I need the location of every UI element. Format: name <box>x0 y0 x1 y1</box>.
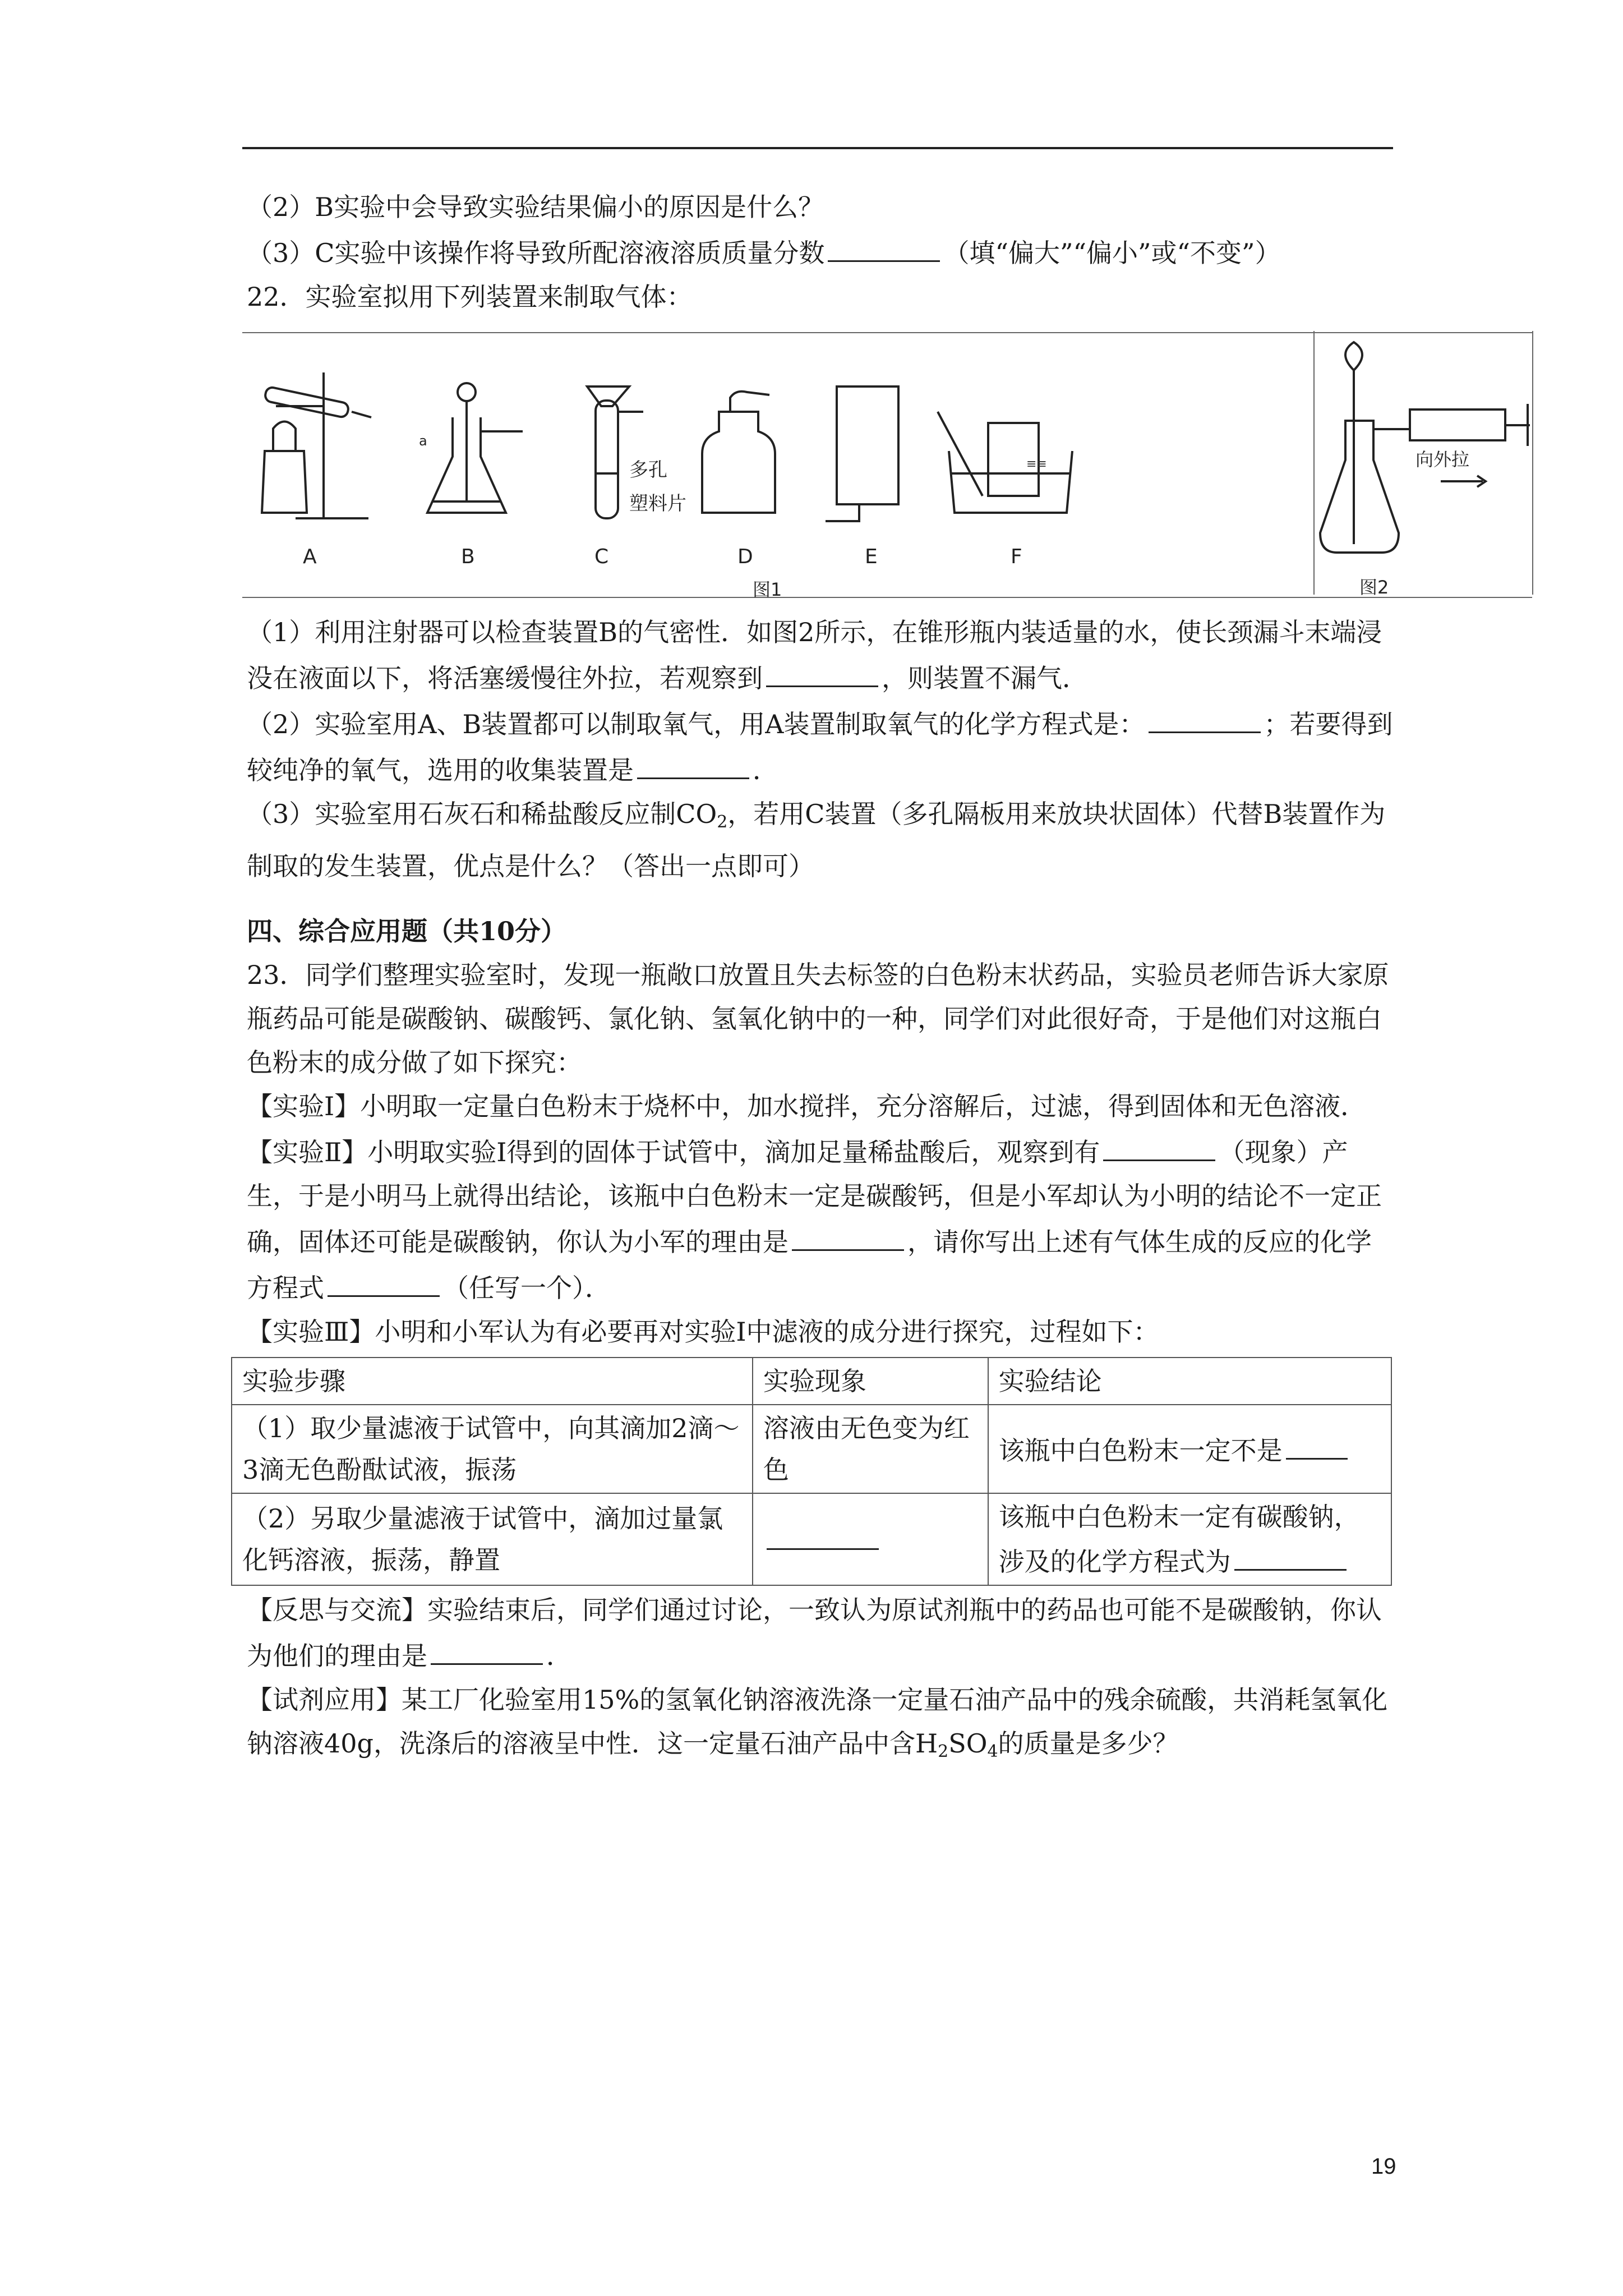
table-conclusion-text-b: 涉及的化学方程式为 <box>998 1547 1231 1577</box>
q23-application-text-a: 【试剂应用】某工厂化验室用15%的氢氧化钠溶液洗涤一定量石油产品中的残余硫酸，共消耗氢氧化钠溶液40g，洗涤后的溶液呈中性．这一定量石油产品中含H <box>247 1685 1388 1759</box>
section-heading: 四、综合应用题（共10分） <box>247 916 567 946</box>
table-header-cell: 实验结论 <box>988 1358 1391 1405</box>
q23-experiment-2 <box>247 1128 1396 1310</box>
answer-blank[interactable] <box>766 654 878 687</box>
q22-part3 <box>247 792 1396 888</box>
svg-text:≡≡: ≡≡ <box>1026 457 1047 471</box>
table-cell-conclusion <box>988 1493 1391 1585</box>
page-content <box>242 185 1470 1774</box>
co2-subscript: 2 <box>717 812 728 832</box>
table-cell-phenomenon: 溶液由无色变为红色 <box>753 1405 988 1493</box>
q21-part3-text-a: （3）C实验中该操作将导致所配溶液溶质质量分数 <box>247 238 825 268</box>
apparatus-label-a: A <box>303 545 317 568</box>
q23-experiment-1: 【实验Ⅰ】小明取一定量白色粉末于烧杯中，加水搅拌，充分溶解后，过滤，得到固体和无色溶液． <box>247 1091 1367 1121</box>
answer-blank[interactable] <box>828 229 940 262</box>
q22-part2-text-b: ；若要得到较纯净的氧气，选用的收集装置是 <box>247 709 1393 785</box>
answer-blank[interactable] <box>767 1517 879 1550</box>
q23-exp2-text-b: （现象）产生，于是小明马上就得出结论，该瓶中白色粉末一定是碳酸钙，但是小军却认为小明的结论不一定正确，固体还可能是碳酸钠，你认为小军的理由是 <box>247 1137 1382 1257</box>
h2-subscript: 2 <box>938 1742 949 1761</box>
figure-1-caption: 图1 <box>753 579 782 600</box>
table-cell-step: （1）取少量滤液于试管中，向其滴加2滴～3滴无色酚酞试液，振荡 <box>232 1405 753 1493</box>
apparatus-label-c: C <box>594 545 609 568</box>
apparatus-label-d: D <box>737 545 753 568</box>
fig-b-mark: a <box>419 433 427 449</box>
table-header-row <box>232 1358 1391 1405</box>
q23-application <box>247 1678 1396 1774</box>
q23-reflection-text-a: 【反思与交流】实验结束后，同学们通过讨论，一致认为原试剂瓶中的药品也可能不是碳酸钠，你认为他们的理由是 <box>247 1595 1382 1671</box>
answer-blank[interactable] <box>792 1218 904 1251</box>
answer-blank[interactable] <box>1149 700 1261 733</box>
q21-part2: （2）B实验中会导致实验结果偏小的原因是什么？ <box>247 192 824 222</box>
experiment-table <box>231 1357 1392 1586</box>
table-row <box>232 1493 1391 1585</box>
q22-intro: 22．实验室拟用下列装置来制取气体： <box>247 282 693 312</box>
q22-part3-text-b: ，若用C装置（多孔隔板用来放块状固体）代替B装置作为制取的发生装置，优点是什么？（答出一点即可） <box>247 799 1386 881</box>
q22-part3-text-a: （3）实验室用石灰石和稀盐酸反应制CO <box>247 799 717 829</box>
answer-blank[interactable] <box>328 1264 440 1297</box>
q22-part1 <box>247 610 1396 700</box>
fig2-arrow-text: 向外拉 <box>1415 449 1470 470</box>
syringe-flask-drawing <box>1315 331 1531 595</box>
answer-blank[interactable] <box>637 746 749 779</box>
q23-experiment-3: 【实验Ⅲ】小明和小军认为有必要再对实验Ⅰ中滤液的成分进行探究，过程如下： <box>247 1317 1159 1347</box>
figure-2-panel <box>1313 331 1533 598</box>
q21-part3 <box>247 229 1396 275</box>
header-rule <box>242 147 1393 149</box>
table-cell-phenomenon <box>753 1493 988 1585</box>
table-header-cell: 实验步骤 <box>232 1358 753 1405</box>
q23-application-text-b: 的质量是多少？ <box>998 1728 1179 1759</box>
q21-part3-text-b: （填“偏大”“偏小”或“不变”） <box>943 238 1281 268</box>
table-cell-step: （2）另取少量滤液于试管中，滴加过量氯化钙溶液，振荡，静置 <box>232 1493 753 1585</box>
q22-part2 <box>247 700 1396 792</box>
q23-reflection <box>247 1588 1396 1678</box>
answer-blank[interactable] <box>431 1632 543 1665</box>
answer-blank[interactable] <box>1103 1128 1215 1161</box>
apparatus-figure <box>242 332 1532 598</box>
q23-intro: 23．同学们整理实验室时，发现一瓶敞口放置且失去标签的白色粉末状药品，实验员老师告诉大家原瓶药品可能是碳酸钠、碳酸钙、氯化钠、氢氧化钠中的一种，同学们对此很好奇，于是他们对这瓶白色粉末的成分做了如下探究： <box>247 960 1389 1078</box>
fig-c-note-porous: 多孔 <box>629 459 667 481</box>
apparatus-label-f: F <box>1011 545 1022 568</box>
answer-blank[interactable] <box>1234 1538 1347 1571</box>
apparatus-label-e: E <box>865 545 878 568</box>
so-text: SO <box>948 1728 988 1759</box>
apparatus-drawing-fig1 <box>242 333 1313 597</box>
fig-c-note-plate: 塑料片 <box>629 493 686 515</box>
table-cell-conclusion <box>988 1405 1391 1493</box>
table-conclusion-text-a: 该瓶中白色粉末一定有碳酸钠， <box>998 1502 1360 1532</box>
figure-2-caption: 图2 <box>1359 577 1389 598</box>
q23-exp2-text-c: ，请你写出上述有气体生成的反应的化学方程式 <box>247 1227 1372 1303</box>
table-header-cell: 实验现象 <box>753 1358 988 1405</box>
q23-reflection-text-b: ． <box>546 1641 572 1671</box>
q23-exp2-text-a: 【实验Ⅱ】小明取实验Ⅰ得到的固体于试管中，滴加足量稀盐酸后，观察到有 <box>247 1137 1100 1167</box>
q23-exp2-text-d: （任写一个）． <box>443 1273 611 1303</box>
q22-part2-text-c: ． <box>753 755 778 785</box>
q22-part2-text-a: （2）实验室用A、B装置都可以制取氧气，用A装置制取氧气的化学方程式是： <box>247 709 1145 739</box>
apparatus-label-b: B <box>461 545 475 568</box>
table-row <box>232 1405 1391 1493</box>
answer-blank[interactable] <box>1286 1427 1348 1460</box>
page-number: 19 <box>1371 2154 1396 2179</box>
q22-part1-text-b: ，则装置不漏气． <box>882 663 1088 693</box>
q22-part1-text-a: （1）利用注射器可以检查装置B的气密性．如图2所示，在锥形瓶内装适量的水，使长颈漏斗末端浸没在液面以下，将活塞缓慢往外拉，若观察到 <box>247 617 1382 693</box>
so4-subscript: 4 <box>987 1742 998 1761</box>
table-conclusion-text: 该瓶中白色粉末一定不是 <box>998 1435 1283 1466</box>
